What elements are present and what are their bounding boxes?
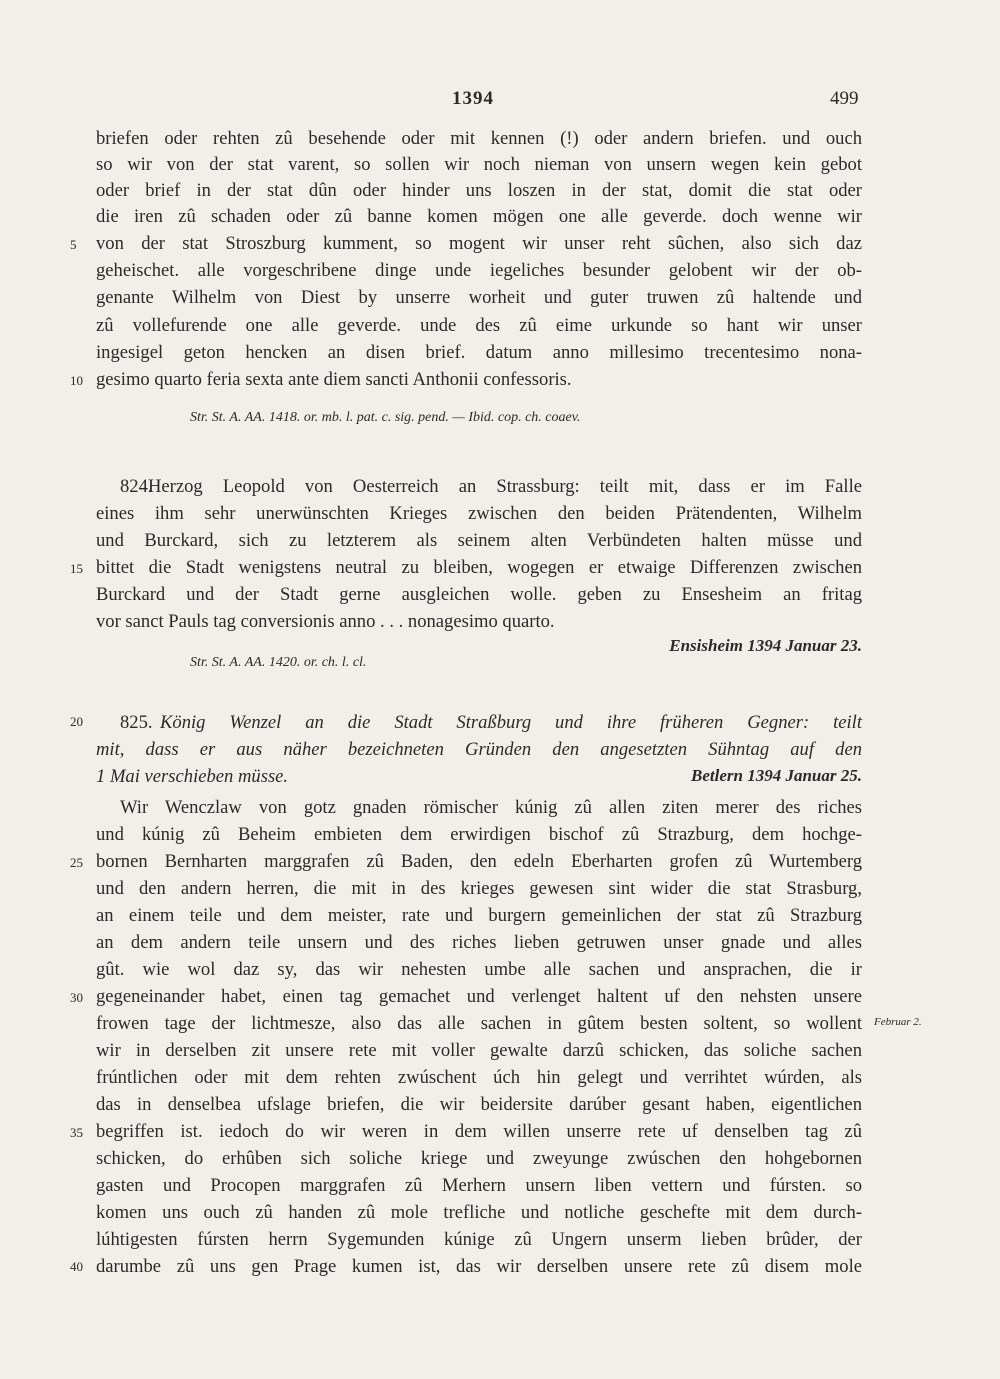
margin-date-note: Februar 2. xyxy=(874,1016,922,1028)
line-number: 35 xyxy=(70,1125,83,1140)
line-number: 5 xyxy=(70,237,77,252)
text-line: Burckard und der Stadt gerne ausgleichen wolle. geben zu Ensesheim an fritag xyxy=(96,584,862,605)
text-line: genante Wilhelm von Diest by unserre worheit und guter truwen zû haltende und xyxy=(96,287,862,308)
text-line: frúntlichen oder mit dem rehten zwúschent úch hin gelegt und verrihtet wúrden, als xyxy=(96,1067,862,1088)
text-line: Wir Wenczlaw von gotz gnaden römischer kúnig zû allen ziten merer des riches xyxy=(120,797,862,818)
text-line: begriffen ist. iedoch do wir weren in dem willen unserre rete uf denselben tag zû xyxy=(96,1121,862,1142)
text-line: oder brief in der stat dûn oder hinder uns loszen in der stat, domit die stat oder xyxy=(96,180,862,201)
line-number: 10 xyxy=(70,373,83,388)
running-head-year: 1394 xyxy=(452,88,494,109)
text-line: und Burckard, sich zu letzterem als seinem alten Verbündeten halten müsse und xyxy=(96,530,862,551)
text-line: lúhtigesten fúrsten herrn Sygemunden kúnige zû Ungern unserm lieben brûder, der xyxy=(96,1229,862,1250)
line-number: 25 xyxy=(70,855,83,870)
text-line: gasten und Procopen marggrafen zû Merhern unsern liben vettern und fúrsten. so xyxy=(96,1175,862,1196)
text-line: wir in derselben zit unsere rete mit voller gewalte darzû schicken, das soliche sachen xyxy=(96,1040,862,1061)
summary-line: 1 Mai verschieben müsse. xyxy=(96,766,289,787)
text-line: von der stat Stroszburg kumment, so mogent wir unser reht sûchen, also sich daz xyxy=(96,233,862,254)
text-line: und den andern herren, die mit in des krieges gewesen sint wider die stat Strasburg, xyxy=(96,878,862,899)
line-number: 15 xyxy=(70,561,83,576)
text-line: geheischet. alle vorgeschribene dinge unde iegeliches besunder gelobent wir der ob- xyxy=(96,260,862,281)
source-citation: Str. St. A. AA. 1420. or. ch. l. cl. xyxy=(190,655,367,670)
text-line: eines ihm sehr unerwünschten Krieges zwischen den beiden Prätendenten, Wilhelm xyxy=(96,503,862,524)
text-line: gegeneinander habet, einen tag gemachet und verlenget haltent uf den nehsten unsere xyxy=(96,986,862,1007)
line-number: 30 xyxy=(70,990,83,1005)
summary-line: König Wenzel an die Stadt Straßburg und ihre früheren Gegner: teilt xyxy=(160,712,862,733)
text-line: schicken, do erhûben sich soliche kriege und zweyunge zwúschen den hohgebornen xyxy=(96,1148,862,1169)
text-line: briefen oder rehten zû besehende oder mit kennen (!) oder andern briefen. und ouch xyxy=(96,128,862,149)
line-number: 20 xyxy=(70,714,83,729)
text-line: darumbe zû uns gen Prage kumen ist, das wir derselben unsere rete zû disem mole xyxy=(96,1256,862,1277)
document-date: Ensisheim 1394 Januar 23. xyxy=(669,636,862,655)
document-date: Betlern 1394 Januar 25. xyxy=(691,766,862,785)
text-line: zû vollefurende one alle geverde. unde des zû eime urkunde so hant wir unser xyxy=(96,315,862,336)
text-line: gût. wie wol daz sy, das wir nehesten umbe alle sachen und ansprachen, die ir xyxy=(96,959,862,980)
text-line: Herzog Leopold von Oesterreich an Strassburg: teilt mit, dass er im Falle xyxy=(148,476,862,497)
source-citation: Str. St. A. AA. 1418. or. mb. l. pat. c. sig. pend. — Ibid. cop. ch. coaev. xyxy=(190,410,581,425)
text-line: die iren zû schaden oder zû banne komen mögen one alle geverde. doch wenne wir xyxy=(96,206,862,227)
text-line: gesimo quarto feria sexta ante diem sancti Anthonii confessoris. xyxy=(96,369,572,390)
line-number: 40 xyxy=(70,1259,83,1274)
text-line: bornen Bernharten marggrafen zû Baden, den edeln Eberharten grofen zû Wurtemberg xyxy=(96,851,862,872)
text-line: bittet die Stadt wenigstens neutral zu bleiben, wogegen er etwaige Differenzen zwischen xyxy=(96,557,862,578)
text-line: das in denselbea ufslage briefen, die wir beidersite darúber gesant haben, eigentlichen xyxy=(96,1094,862,1115)
text-line: und kúnig zû Beheim embieten dem erwirdigen bischof zû Strazburg, dem hochge- xyxy=(96,824,862,845)
page-number: 499 xyxy=(830,88,859,109)
document-number: 824. xyxy=(120,476,153,497)
document-number: 825. xyxy=(120,712,153,733)
text-line: komen uns ouch zû handen zû mole trefliche und notliche geschefte mit dem durch- xyxy=(96,1202,862,1223)
text-line: an einem teile und dem meister, rate und burgern gemeinlichen der stat zû Strazburg xyxy=(96,905,862,926)
text-line: so wir von der stat varent, so sollen wir noch nieman von unsern wegen kein gebot xyxy=(96,154,862,175)
summary-line: mit, dass er aus näher bezeichneten Gründen den angesetzten Sühntag auf den xyxy=(96,739,862,760)
text-line: frowen tage der lichtmesze, also das alle sachen in gûtem besten soltent, so wollent xyxy=(96,1013,862,1034)
text-line: an dem andern teile unsern und des riches lieben getruwen unser gnade und alles xyxy=(96,932,862,953)
text-line: vor sanct Pauls tag conversionis anno . . . nonagesimo quarto. xyxy=(96,611,555,632)
text-line: ingesigel geton hencken an disen brief. datum anno millesimo trecentesimo nona- xyxy=(96,342,862,363)
